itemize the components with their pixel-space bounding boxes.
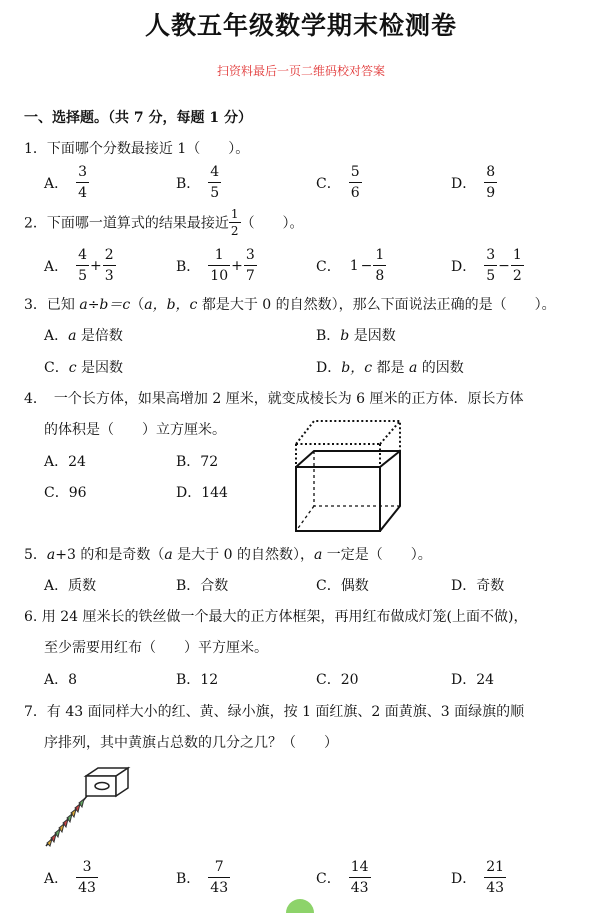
q4-option-a[interactable]: A．24	[44, 454, 86, 470]
q1-option-d[interactable]: D． $\frac{8}{9}$	[451, 164, 496, 201]
q6-option-d[interactable]: D．24	[451, 672, 495, 688]
decorative-green-mark	[286, 899, 314, 913]
q2-option-b[interactable]: B． $\frac{1}{10}$ + $\frac{3}{7}$	[176, 247, 255, 284]
q2-option-c[interactable]: C． 1 − $\frac{1}{8}$	[316, 247, 385, 284]
q6-option-b[interactable]: B．12	[176, 672, 219, 688]
question-4-stem-line-1: 4． 一个长方体，如果高增加 2 厘米，就变成棱长为 6 厘米的正方体．原长方体	[24, 391, 524, 407]
q3-option-c[interactable]: C．c 是因数	[44, 360, 124, 376]
question-2-stem: 2．下面哪一道算式的结果最接近 $\frac{1}{2}$ （ ）。	[24, 207, 304, 238]
page-title: 人教五年级数学期末检测卷	[144, 11, 457, 40]
fraction: $\frac{4}{5}$	[210, 164, 220, 201]
q5-option-c[interactable]: C．偶数	[316, 578, 369, 594]
q6-option-c[interactable]: C．20	[316, 672, 359, 688]
q3-option-a[interactable]: A．a 是倍数	[44, 328, 123, 344]
q5-option-d[interactable]: D．奇数	[451, 578, 505, 594]
question-7-stem-line-2: 序排列，其中黄旗占总数的几分之几？（ ）	[44, 735, 338, 751]
fraction: $\frac{1}{2}$	[230, 207, 239, 238]
q7-option-c[interactable]: C． $\frac{14}{43}$	[316, 859, 369, 896]
q7-option-a[interactable]: A． $\frac{3}{43}$	[44, 859, 96, 896]
q3-option-d[interactable]: D．b，c 都是 a 的因数	[316, 360, 464, 376]
question-7-stem-line-1: 7．有 43 面同样大小的红、黄、绿小旗，按 1 面红旗、2 面黄旗、3 面绿旗的顺	[24, 704, 525, 720]
q5-option-b[interactable]: B．合数	[176, 578, 229, 594]
fraction: $\frac{3}{4}$	[78, 164, 88, 201]
q7-option-d[interactable]: D． $\frac{21}{43}$	[451, 859, 505, 896]
q2-option-d[interactable]: D． $\frac{3}{5}$ − $\frac{1}{2}$	[451, 247, 522, 284]
fraction: $\frac{5}{6}$	[350, 164, 360, 201]
flag-string-illustration	[40, 762, 140, 852]
answer-link-text[interactable]: 扫资料最后一页二维码校对答案	[216, 64, 385, 78]
q7-option-b[interactable]: B． $\frac{7}{43}$	[176, 859, 229, 896]
q1-option-b[interactable]: B． $\frac{4}{5}$	[176, 164, 220, 201]
question-3-stem: 3．已知 a÷b＝c（a，b，c 都是大于 0 的自然数），那么下面说法正确的是（ ）。	[24, 297, 556, 313]
q4-option-c[interactable]: C．96	[44, 485, 87, 501]
q1-option-a[interactable]: A． $\frac{3}{4}$	[44, 164, 88, 201]
section-heading: 一、选择题。（共 7 分，每题 1 分）	[24, 110, 252, 126]
q4-option-d[interactable]: D．144	[176, 485, 228, 501]
question-6-stem-line-1: 6. 用 24 厘米长的铁丝做一个最大的正方体框架，再用红布做成灯笼(上面不做)，	[24, 609, 528, 625]
question-4-stem-line-2: 的体积是（ ）立方厘米。	[44, 422, 226, 438]
question-6-stem-line-2: 至少需要用红布（ ）平方厘米。	[44, 640, 268, 656]
q2-option-a[interactable]: A． $\frac{4}{5}$ + $\frac{2}{3}$	[44, 247, 114, 284]
question-1-stem: 1．下面哪个分数最接近 1（ ）。	[24, 141, 250, 157]
q3-option-b[interactable]: B．b 是因数	[316, 328, 396, 344]
cuboid-diagram	[288, 415, 406, 537]
q1-option-c[interactable]: C． $\frac{5}{6}$	[316, 164, 360, 201]
question-5-stem: 5．a+3 的和是奇数（a 是大于 0 的自然数），a 一定是（ ）。	[24, 547, 432, 563]
q6-option-a[interactable]: A．8	[44, 672, 78, 688]
q5-option-a[interactable]: A．质数	[44, 578, 97, 594]
fraction: $\frac{8}{9}$	[486, 164, 496, 201]
q4-option-b[interactable]: B．72	[176, 454, 219, 470]
